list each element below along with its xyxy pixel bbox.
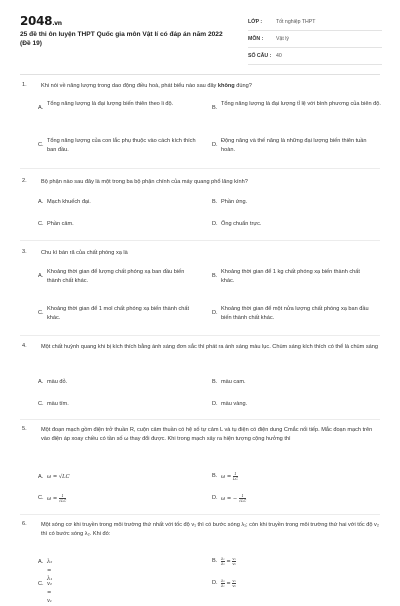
option-text: Động năng và thế năng là những đại lượng biến thiên tuần hoàn. [221, 138, 367, 153]
option-text: Tổng năng lượng là đại lượng tỉ lệ với bình phương của biên độ. [221, 101, 381, 107]
formula-b: $\frac{\text{λ₁}}{\text{λ₂}}$ = $\frac{\text{v₁}}{\text{v₂}}$ [221, 557, 236, 566]
meta-row-subject [248, 31, 382, 48]
meta-key: SỐ CÂU : [248, 53, 272, 59]
fraction-denominator: λ₂ [221, 562, 225, 566]
fraction-numerator: v₁ [232, 579, 236, 583]
site-logo[interactable]: 2048.vn [20, 14, 62, 28]
option-text: Khoảng thời gian để một nửa lượng chất phóng xạ ban đầu biến thành chất khác. [221, 306, 369, 321]
question-divider [20, 514, 380, 515]
fraction-numerator: 1 [239, 494, 246, 499]
option-letter: B. [212, 199, 218, 205]
option-text: Ống chuẩn trực. [221, 221, 262, 227]
fraction [59, 494, 66, 503]
question-text: Một chất huỳnh quang khi bị kích thích bằng ánh sáng đơn sắc thì phát ra ánh sáng màu lục. Chùm sáng kích thích có thể là chùm sáng [41, 344, 379, 350]
option-letter: B. [212, 473, 218, 479]
formula-d: $\frac{\text{λ₂}}{\text{λ₁}}$ = $\frac{\text{v₁}}{\text{v₂}}$ [221, 579, 236, 588]
meta-value: Vật lý [276, 36, 289, 42]
option-text: Tổng năng lượng của con lắc phụ thuộc vào cách kích thích ban đầu. [47, 138, 196, 153]
meta-row-class [248, 14, 382, 31]
meta-key: LỚP : [248, 19, 263, 25]
question-text: Một sóng cơ khi truyền trong môi trường thứ nhất với tốc độ v₁ thì có bước sóng λ₁; còn khi truyền trong môi trường thứ hai với tốc độ v₂ thì có bước sóng λ₂. Khi đó: [41, 522, 380, 537]
option-letter: B. [212, 273, 218, 279]
option-text: Mạch khuếch đại. [47, 199, 91, 205]
formula-lhs: ω = [221, 474, 233, 480]
fraction [232, 557, 235, 566]
option-letter: A. [38, 105, 44, 111]
option-letter: B. [212, 105, 218, 111]
fraction-denominator: LC [232, 477, 239, 481]
meta-key: MÔN : [248, 36, 264, 42]
fraction-numerator: v₁ [232, 557, 236, 561]
question-divider [20, 419, 380, 420]
question-number: 3. [22, 249, 27, 255]
fraction [232, 579, 235, 588]
option-letter: A. [38, 379, 44, 385]
option-text: Phần ứng. [221, 199, 248, 205]
formula-expr: λ₂ = λ₁ [47, 559, 53, 582]
question-text: Khi nói về năng lượng trong dao động điều hoà, phát biểu nào sau đây không đúng? [41, 83, 252, 89]
option-letter: A. [38, 273, 44, 279]
formula-lhs: ω = [47, 496, 59, 502]
option-letter: D. [212, 401, 218, 407]
meta-info [248, 14, 382, 65]
formula-d [221, 494, 246, 504]
option-letter: C. [38, 221, 44, 227]
page-header [20, 14, 382, 59]
option-text: Khoảng thời gian để 1 mol chất phóng xạ biến thành chất khác. [47, 306, 190, 321]
formula-b [221, 472, 238, 482]
header-divider [20, 74, 380, 75]
question-divider [20, 240, 380, 241]
fraction [221, 557, 225, 566]
option-letter: D. [212, 142, 218, 148]
fraction-numerator: λ₂ [221, 579, 225, 583]
option-text: màu cam. [221, 379, 246, 385]
fraction [239, 494, 246, 503]
question-text: Bộ phận nào sau đây là một trong ba bộ phận chính của máy quang phổ lăng kính? [41, 179, 248, 185]
fraction-denominator: v₂ [232, 562, 236, 566]
question-divider [20, 335, 380, 336]
option-letter: D. [212, 310, 218, 316]
option-text: màu đỏ. [47, 379, 68, 385]
option-letter: C. [38, 310, 44, 316]
option-letter: C. [38, 581, 44, 587]
question-number: 6. [22, 521, 27, 527]
question-text: Chu kì bán rã của chất phóng xạ là [41, 250, 128, 256]
option-letter: A. [38, 559, 44, 565]
option-text: màu tím. [47, 401, 69, 407]
formula-lhs: ω = [47, 474, 59, 480]
option-letter: D. [212, 221, 218, 227]
option-text: Tổng năng lượng là đại lượng biến thiên theo li độ. [47, 101, 174, 107]
option-letter: C. [38, 401, 44, 407]
question-number: 2. [22, 178, 27, 184]
formula-lhs: ω = − [221, 496, 239, 502]
fraction-denominator: √LC [58, 499, 67, 503]
option-text: Khoảng thời gian để 1 kg chất phóng xạ biến thành chất khác. [221, 269, 360, 284]
fraction [233, 472, 238, 481]
fraction [221, 579, 225, 588]
meta-row-count [248, 48, 382, 65]
question-text: Một đoạn mạch gồm điện trở thuần R, cuộn cảm thuần có hệ số tự cảm L và tụ điện có điện dung Cmắc nối tiếp. Mắc đoạn mạch trên vào điện áp xoay chiều có tần số ω thay đổi được. Khi trong mạch xảy ra hiện tượng cộng hưởng thì [41, 427, 373, 442]
question-number: 5. [22, 426, 27, 432]
fraction-denominator: λ₁ [221, 584, 225, 588]
question-number: 4. [22, 343, 27, 349]
option-letter: B. [212, 379, 218, 385]
question-number: 1. [22, 82, 27, 88]
fraction-denominator: √LC [238, 499, 247, 503]
option-text: Khoảng thời gian để lượng chất phóng xạ ban đầu biến thành chất khác. [47, 269, 185, 284]
option-letter: A. [38, 474, 44, 480]
formula-a [47, 473, 70, 482]
formula-expr: √LC [58, 474, 70, 480]
formula-c [47, 494, 66, 504]
meta-value: Tốt nghiệp THPT [276, 19, 316, 25]
option-text: Phần cảm. [47, 221, 74, 227]
option-text: màu vàng. [221, 401, 248, 407]
option-letter: D. [212, 580, 218, 586]
fraction-numerator: 1 [59, 494, 66, 499]
fraction-denominator: v₂ [232, 584, 236, 588]
option-letter: B. [212, 558, 218, 564]
option-letter: C. [38, 142, 44, 148]
meta-value: 40 [276, 53, 282, 59]
document-title: 25 đề thi ôn luyện THPT Quốc gia môn Vật lí có đáp án năm 2022 (Đề 19) [20, 31, 223, 47]
fraction-numerator: 1 [234, 472, 237, 476]
option-letter: D. [212, 495, 218, 501]
formula-expr: v₂ = v₁ [47, 581, 53, 604]
question-divider [20, 168, 380, 169]
option-letter: C. [38, 495, 44, 501]
option-letter: A. [38, 199, 44, 205]
fraction-numerator: λ₁ [221, 557, 225, 561]
